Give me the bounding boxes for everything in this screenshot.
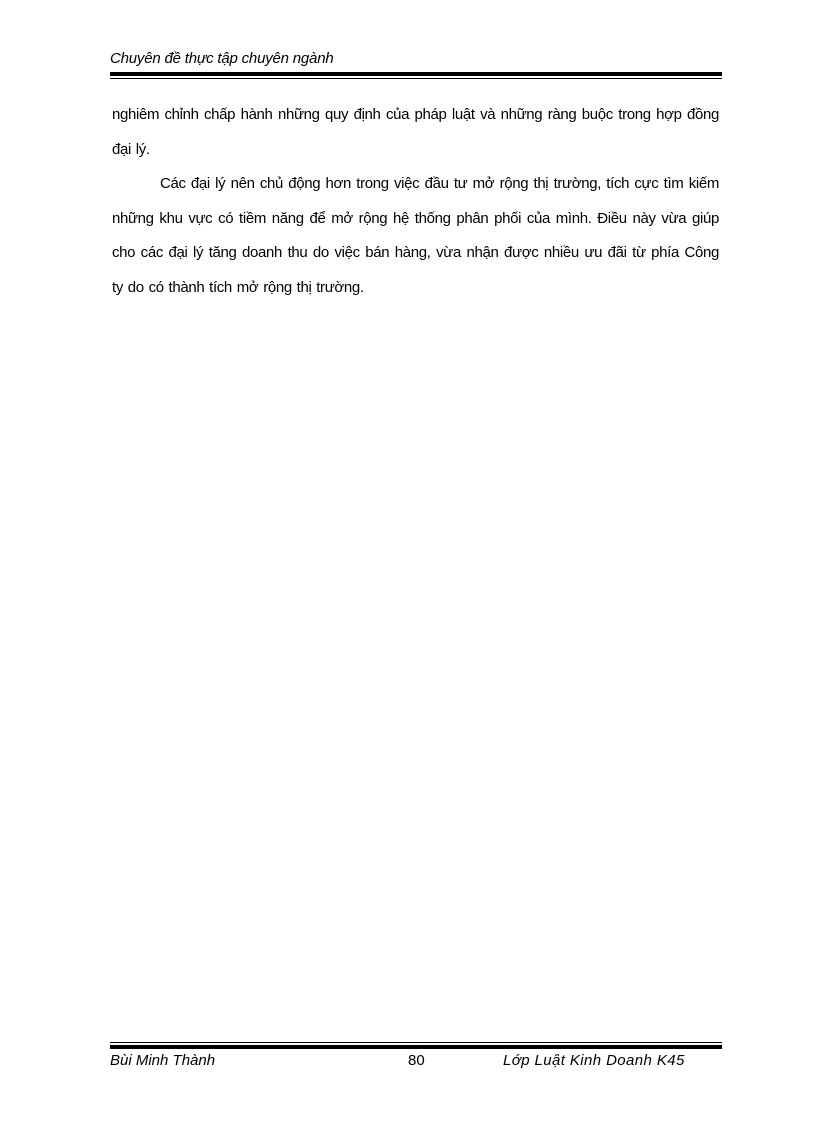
footer-page-number: 80 (408, 1052, 425, 1069)
footer-rule-thick (110, 1045, 722, 1049)
paragraph: Các đại lý nên chủ động hơn trong việc đầu tư mở rộng thị trường, tích cực tìm kiếm những khu vực có tiềm năng để mở rộng hệ thống phân phối của mình. Điều này vừa giúp cho các đại lý tăng doanh thu do việc bán hàng, vừa nhận được nhiều ưu đãi từ phía Công ty do có thành tích mở rộng thị trường. (112, 175, 719, 296)
body-text (112, 98, 719, 305)
footer-class-name: Lớp Luật Kinh Doanh K45 (503, 1052, 685, 1069)
paragraph-continuation: nghiêm chỉnh chấp hành những quy định của pháp luật và những ràng buộc trong hợp đồng đại lý. (112, 106, 719, 158)
header-rule-thin (110, 78, 722, 79)
footer-author: Bùi Minh Thành (110, 1052, 216, 1069)
header-rule-thick (110, 72, 722, 76)
header-title: Chuyên đề thực tập chuyên ngành (110, 50, 334, 67)
footer-rule-thin (110, 1042, 722, 1043)
